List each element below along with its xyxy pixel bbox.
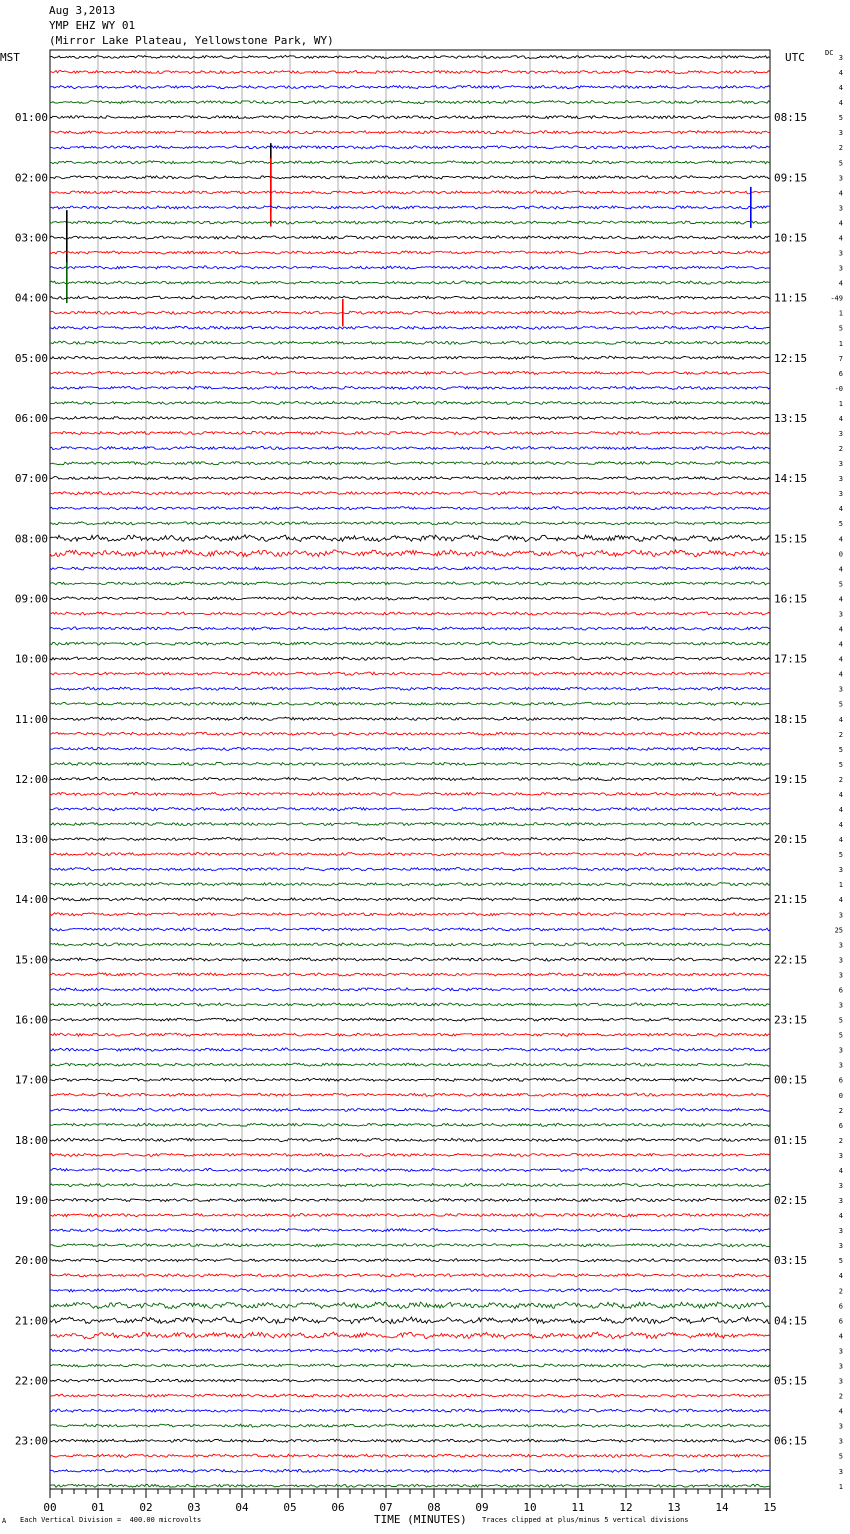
dc-offset-label: 3 — [838, 941, 843, 950]
trace-line — [50, 958, 770, 961]
trace-line — [50, 702, 770, 705]
trace-line — [50, 462, 770, 465]
trace-line — [50, 883, 770, 886]
dc-offset-label: 5 — [838, 851, 843, 860]
dc-offset-label: 4 — [838, 99, 843, 108]
trace-line — [50, 281, 770, 284]
x-tick-label: 02 — [139, 1501, 153, 1514]
trace-line — [50, 1244, 770, 1247]
utc-hour-label: 09:15 — [774, 171, 808, 185]
utc-hour-label: 17:15 — [774, 652, 808, 666]
dc-offset-label: 4 — [838, 69, 843, 78]
x-tick-label: 13 — [667, 1501, 681, 1514]
utc-hour-label: 12:15 — [774, 351, 808, 365]
dc-label: DC — [825, 49, 834, 57]
dc-offset-label: 4 — [838, 84, 843, 93]
footer-mark: A — [2, 1517, 7, 1525]
mst-hour-label: 02:00 — [14, 171, 48, 185]
dc-offset-label: 3 — [838, 1362, 843, 1371]
trace-line — [50, 221, 770, 224]
dc-offset-label: 5 — [838, 745, 843, 754]
utc-hour-label: 19:15 — [774, 772, 808, 786]
utc-hour-label: 02:15 — [774, 1194, 808, 1208]
x-tick-label: 14 — [715, 1501, 729, 1514]
x-tick-label: 01 — [91, 1501, 105, 1514]
trace-line — [50, 657, 770, 660]
dc-offset-label: 3 — [838, 1422, 843, 1431]
mst-hour-label: 13:00 — [14, 833, 48, 847]
dc-offset-label: 3 — [838, 1182, 843, 1190]
trace-line — [50, 973, 770, 976]
trace-line — [50, 326, 770, 329]
utc-label: UTC — [785, 51, 805, 64]
trace-line — [50, 1199, 770, 1202]
dc-offset-label: 2 — [838, 1136, 843, 1145]
dc-offset-label: 3 — [838, 460, 843, 469]
dc-offset-label: 4 — [838, 1166, 843, 1175]
trace-line — [50, 341, 770, 344]
dc-offset-label: 5 — [838, 580, 843, 589]
dc-offset-label: 5 — [838, 1257, 843, 1266]
mst-hour-label: 05:00 — [14, 351, 48, 365]
utc-hour-label: 22:15 — [774, 953, 808, 967]
dc-offset-label: 3 — [838, 1227, 843, 1236]
trace-line — [50, 642, 770, 645]
dc-offset-label: 4 — [838, 414, 843, 423]
mst-hour-label: 06:00 — [14, 411, 48, 425]
trace-line — [50, 401, 770, 404]
trace-line — [50, 597, 770, 600]
station-code: YMP EHZ WY 01 — [49, 19, 136, 32]
dc-offset-label: 5 — [838, 1031, 843, 1040]
trace-line — [50, 1259, 770, 1262]
utc-hour-label: 23:15 — [774, 1013, 808, 1027]
trace-line — [50, 717, 770, 720]
trace-line — [50, 550, 770, 557]
dc-offset-label: 3 — [838, 1197, 843, 1206]
trace-line — [50, 522, 770, 525]
trace-line — [50, 913, 770, 916]
trace-line — [50, 762, 770, 765]
dc-offset-label: 5 — [838, 114, 843, 123]
trace-line — [50, 1033, 770, 1036]
mst-hour-label: 11:00 — [14, 712, 48, 726]
x-axis-title: TIME (MINUTES) — [374, 1513, 467, 1526]
dc-offset-label: 1 — [838, 309, 843, 318]
trace-line — [50, 1332, 770, 1339]
trace-line — [50, 1214, 770, 1217]
dc-offset-label: 2 — [838, 144, 843, 153]
dc-offset-label: 4 — [838, 1212, 843, 1221]
x-tick-label: 15 — [763, 1501, 777, 1514]
trace-line — [50, 1183, 770, 1186]
utc-hour-label: 00:15 — [774, 1073, 808, 1087]
mst-hour-label: 21:00 — [14, 1314, 48, 1328]
trace-line — [50, 1229, 770, 1232]
trace-line — [50, 1409, 770, 1412]
mst-hour-label: 10:00 — [14, 652, 48, 666]
dc-offset-label: 5 — [838, 324, 843, 333]
dc-offset-label: 2 — [838, 1392, 843, 1401]
dc-offset-label: 2 — [838, 445, 843, 454]
trace-line — [50, 1168, 770, 1171]
trace-line — [50, 747, 770, 750]
dc-offset-label: 4 — [838, 836, 843, 845]
dc-offset-label: 5 — [838, 520, 843, 529]
x-tick-label: 05 — [283, 1501, 297, 1514]
trace-line — [50, 1018, 770, 1021]
trace-line — [50, 1108, 770, 1111]
trace-line — [50, 1048, 770, 1051]
dc-offset-label: 2 — [838, 775, 843, 784]
trace-line — [50, 777, 770, 780]
dc-offset-label: 4 — [838, 640, 843, 649]
dc-offset-label: 4 — [838, 790, 843, 799]
dc-offset-label: 3 — [838, 1347, 843, 1356]
trace-line — [50, 1484, 770, 1487]
dc-offset-label: 4 — [838, 625, 843, 634]
trace-line — [50, 535, 770, 542]
trace-line — [50, 1469, 770, 1472]
dc-offset-label: 4 — [838, 821, 843, 830]
dc-offset-label: 2 — [838, 730, 843, 739]
utc-hour-label: 01:15 — [774, 1133, 808, 1147]
x-tick-label: 07 — [379, 1501, 393, 1514]
dc-offset-label: 4 — [838, 655, 843, 664]
mst-hour-label: 07:00 — [14, 472, 48, 486]
dc-offset-label: 3 — [838, 610, 843, 619]
trace-line — [50, 236, 770, 239]
dc-offset-label: -49 — [830, 294, 843, 303]
x-tick-label: 09 — [475, 1501, 489, 1514]
dc-offset-label: 4 — [838, 806, 843, 814]
dc-offset-label: 1 — [838, 881, 843, 890]
trace-line — [50, 55, 770, 58]
dc-offset-label: 3 — [838, 430, 843, 438]
trace-line — [50, 176, 770, 179]
utc-hour-label: 05:15 — [774, 1374, 808, 1388]
mst-hour-label: 17:00 — [14, 1073, 48, 1087]
dc-offset-label: 0 — [838, 1091, 843, 1100]
dc-offset-label: 4 — [838, 1272, 843, 1281]
trace-line — [50, 146, 770, 149]
mst-hour-label: 09:00 — [14, 592, 48, 606]
dc-offset-label: 3 — [838, 1061, 843, 1070]
trace-line — [50, 71, 770, 74]
dc-offset-label: 6 — [838, 986, 843, 995]
dc-offset-label: 6 — [838, 1302, 843, 1311]
utc-hour-label: 20:15 — [774, 833, 808, 847]
trace-line — [50, 868, 770, 871]
dc-offset-label: 3 — [838, 129, 843, 138]
dc-offset-label: 3 — [838, 174, 843, 183]
trace-line — [50, 1302, 770, 1309]
utc-hour-label: 04:15 — [774, 1314, 808, 1328]
trace-line — [50, 507, 770, 510]
dc-offset-label: 1 — [838, 1482, 843, 1491]
utc-hour-label: 18:15 — [774, 712, 808, 726]
mst-hour-label: 22:00 — [14, 1374, 48, 1388]
mst-hour-label: 16:00 — [14, 1013, 48, 1027]
trace-line — [50, 477, 770, 480]
dc-offset-label: 4 — [838, 505, 843, 514]
dc-offset-label: 3 — [838, 1151, 843, 1160]
dc-offset-label: 3 — [838, 54, 843, 62]
utc-hour-label: 11:15 — [774, 291, 808, 305]
dc-offset-label: 4 — [838, 279, 843, 288]
trace-line — [50, 1274, 770, 1277]
trace-line — [50, 1424, 770, 1427]
dc-offset-label: 4 — [838, 535, 843, 544]
mst-hour-label: 14:00 — [14, 893, 48, 907]
dc-offset-label: 6 — [838, 369, 843, 378]
dc-offset-label: 3 — [838, 264, 843, 273]
mst-hour-label: 08:00 — [14, 532, 48, 546]
dc-offset-label: 4 — [838, 219, 843, 228]
trace-line — [50, 1349, 770, 1352]
trace-line — [50, 266, 770, 269]
trace-line — [50, 101, 770, 104]
trace-line — [50, 838, 770, 841]
trace-line — [50, 86, 770, 89]
trace-line — [50, 1364, 770, 1367]
dc-offset-label: 3 — [838, 1242, 843, 1251]
dc-offset-label: 3 — [838, 204, 843, 213]
trace-line — [50, 1123, 770, 1126]
trace-line — [50, 371, 770, 374]
utc-hour-label: 13:15 — [774, 411, 808, 425]
utc-hour-label: 06:15 — [774, 1434, 808, 1448]
dc-offset-label: 4 — [838, 234, 843, 243]
x-tick-label: 03 — [187, 1501, 201, 1514]
dc-offset-label: 2 — [838, 1106, 843, 1115]
dc-offset-label: 5 — [838, 159, 843, 168]
utc-hour-label: 08:15 — [774, 111, 808, 125]
trace-line — [50, 1138, 770, 1141]
dc-offset-label: 3 — [838, 911, 843, 920]
dc-offset-label: -0 — [834, 384, 843, 393]
dc-offset-label: 5 — [838, 760, 843, 769]
dc-offset-label: 3 — [838, 956, 843, 965]
trace-line — [50, 687, 770, 690]
dc-offset-label: 3 — [838, 249, 843, 258]
dc-offset-label: 3 — [838, 490, 843, 499]
dc-offset-label: 4 — [838, 1407, 843, 1416]
mst-hour-label: 12:00 — [14, 772, 48, 786]
trace-line — [50, 296, 770, 299]
dc-offset-label: 25 — [834, 926, 843, 935]
dc-offset-label: 3 — [838, 1437, 843, 1446]
trace-line — [50, 928, 770, 931]
trace-line — [50, 672, 770, 675]
dc-offset-label: 4 — [838, 595, 843, 604]
mst-hour-label: 18:00 — [14, 1133, 48, 1147]
trace-line — [50, 988, 770, 991]
mst-hour-label: 20:00 — [14, 1254, 48, 1268]
station-location: (Mirror Lake Plateau, Yellowstone Park, WY) — [49, 34, 334, 47]
dc-offset-label: 3 — [838, 971, 843, 980]
trace-line — [50, 432, 770, 435]
trace-line — [50, 1078, 770, 1081]
x-tick-label: 12 — [619, 1501, 633, 1514]
dc-offset-label: 4 — [838, 1332, 843, 1341]
trace-line — [50, 1439, 770, 1442]
trace-line — [50, 1063, 770, 1066]
utc-hour-label: 14:15 — [774, 472, 808, 486]
mst-hour-label: 19:00 — [14, 1194, 48, 1208]
x-tick-label: 06 — [331, 1501, 345, 1514]
dc-offset-label: 1 — [838, 339, 843, 348]
dc-offset-label: 2 — [838, 1287, 843, 1296]
trace-line — [50, 1093, 770, 1096]
trace-line — [50, 386, 770, 389]
trace-line — [50, 1289, 770, 1292]
trace-line — [50, 1153, 770, 1156]
trace-line — [50, 161, 770, 164]
plot-date: Aug 3,2013 — [49, 4, 116, 17]
trace-line — [50, 206, 770, 209]
utc-hour-label: 21:15 — [774, 893, 808, 907]
x-tick-label: 04 — [235, 1501, 249, 1514]
dc-offset-label: 6 — [838, 1121, 843, 1130]
x-tick-label: 11 — [571, 1501, 585, 1514]
dc-offset-label: 4 — [838, 896, 843, 905]
dc-offset-label: 1 — [838, 399, 843, 408]
trace-line — [50, 116, 770, 119]
trace-line — [50, 356, 770, 359]
dc-offset-label: 3 — [838, 1001, 843, 1010]
trace-line — [50, 311, 770, 314]
trace-line — [50, 853, 770, 856]
trace-line — [50, 1003, 770, 1006]
mst-hour-label: 15:00 — [14, 953, 48, 967]
trace-line — [50, 251, 770, 254]
utc-hour-label: 10:15 — [774, 231, 808, 245]
trace-line — [50, 417, 770, 420]
mst-hour-label: 03:00 — [14, 231, 48, 245]
dc-offset-label: 0 — [838, 550, 843, 559]
dc-offset-label: 4 — [838, 670, 843, 679]
mst-hour-label: 23:00 — [14, 1434, 48, 1448]
utc-hour-label: 16:15 — [774, 592, 808, 606]
trace-line — [50, 1394, 770, 1397]
mst-hour-label: 04:00 — [14, 291, 48, 305]
dc-offset-label: 3 — [838, 1467, 843, 1476]
trace-line — [50, 582, 770, 585]
trace-line — [50, 943, 770, 946]
dc-offset-label: 5 — [838, 1016, 843, 1025]
trace-line — [50, 131, 770, 134]
dc-offset-label: 4 — [838, 715, 843, 724]
utc-hour-label: 03:15 — [774, 1254, 808, 1268]
trace-line — [50, 732, 770, 735]
trace-line — [50, 808, 770, 811]
x-tick-label: 00 — [43, 1501, 57, 1514]
dc-offset-label: 4 — [838, 565, 843, 574]
trace-line — [50, 823, 770, 826]
mst-label: MST — [0, 51, 20, 64]
clip-note: Traces clipped at plus/minus 5 vertical divisions — [482, 1516, 689, 1524]
x-tick-label: 08 — [427, 1501, 441, 1514]
dc-offset-label: 6 — [838, 1317, 843, 1326]
dc-offset-label: 6 — [838, 1076, 843, 1085]
dc-offset-label: 3 — [838, 1377, 843, 1386]
trace-line — [50, 898, 770, 901]
trace-line — [50, 492, 770, 495]
trace-line — [50, 612, 770, 615]
dc-offset-label: 5 — [838, 1452, 843, 1461]
trace-line — [50, 1379, 770, 1382]
dc-offset-label: 3 — [838, 685, 843, 694]
scale-note: Each Vertical Division = 400.00 microvolts — [20, 1516, 202, 1524]
dc-offset-label: 3 — [838, 475, 843, 484]
trace-line — [50, 627, 770, 630]
dc-offset-label: 3 — [838, 1046, 843, 1055]
trace-line — [50, 191, 770, 194]
trace-line — [50, 792, 770, 795]
utc-hour-label: 15:15 — [774, 532, 808, 546]
trace-line — [50, 1317, 770, 1324]
trace-line — [50, 447, 770, 450]
trace-line — [50, 567, 770, 570]
trace-line — [50, 1454, 770, 1457]
dc-offset-label: 4 — [838, 189, 843, 198]
dc-offset-label: 7 — [838, 354, 843, 363]
x-tick-label: 10 — [523, 1501, 537, 1514]
dc-offset-label: 3 — [838, 866, 843, 875]
mst-hour-label: 01:00 — [14, 111, 48, 125]
dc-offset-label: 5 — [838, 700, 843, 709]
